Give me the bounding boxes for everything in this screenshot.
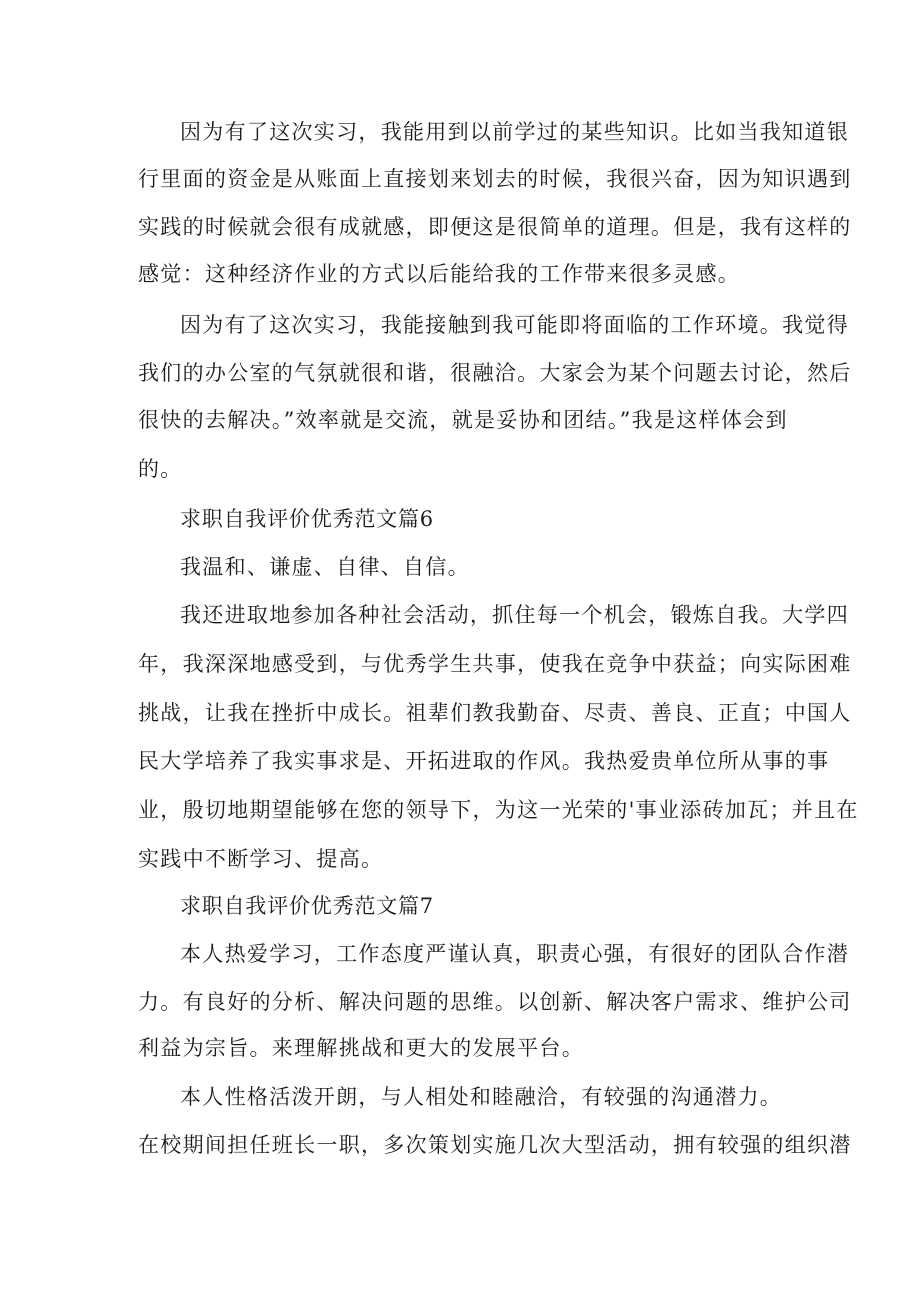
paragraph-line: 很快的去解决。”效率就是交流，就是妥协和团结。”我是这样体会到 xyxy=(138,408,788,432)
paragraph-line: 本人热爱学习，工作态度严谨认真，职责心强，有很好的团队合作潜 xyxy=(180,942,849,966)
section-heading: 求职自我评价优秀范文篇7 xyxy=(180,894,434,918)
paragraph-line: 因为有了这次实习，我能用到以前学过的某些知识。比如当我知道银 xyxy=(180,120,849,144)
paragraph-line: 行里面的资金是从账面上直接划来划去的时候，我很兴奋，因为知识遇到 xyxy=(138,167,852,191)
paragraph-line: 感觉：这种经济作业的方式以后能给我的工作带来很多灵感。 xyxy=(138,262,741,286)
paragraph-line: 在校期间担任班长一职，多次策划实施几次大型活动，拥有较强的组织潜 xyxy=(138,1133,852,1157)
paragraph-line: 挑战，让我在挫折中成长。祖辈们教我勤奋、尽责、善良、正直；中国人 xyxy=(138,701,852,725)
paragraph-line: 力。有良好的分析、解决问题的思维。以创新、解决客户需求、维护公司 xyxy=(138,990,852,1014)
paragraph-line: 实践的时候就会很有成就感，即便这是很简单的道理。但是，我有这样的 xyxy=(138,215,852,239)
paragraph-line: 的。 xyxy=(138,457,183,481)
paragraph-line: 业，殷切地期望能够在您的领导下，为这一光荣的'事业添砖加瓦；并且在 xyxy=(138,798,859,822)
paragraph-line: 本人性格活泼开朗，与人相处和睦融洽，有较强的沟通潜力。 xyxy=(180,1085,783,1109)
paragraph-line: 我温和、谦虚、自律、自信。 xyxy=(180,555,470,579)
paragraph-line: 我们的办公室的气氛就很和谐，很融洽。大家会为某个问题去讨论，然后 xyxy=(138,361,852,385)
paragraph-line: 因为有了这次实习，我能接触到我可能即将面临的工作环境。我觉得 xyxy=(180,313,849,337)
section-heading: 求职自我评价优秀范文篇6 xyxy=(180,507,434,531)
paragraph-line: 年，我深深地感受到，与优秀学生共事，使我在竞争中获益；向实际困难 xyxy=(138,652,852,676)
paragraph-line: 我还进取地参加各种社会活动，抓住每一个机会，锻炼自我。大学四 xyxy=(180,603,849,627)
paragraph-line: 民大学培养了我实事求是、开拓进取的作风。我热爱贵单位所从事的事 xyxy=(138,749,830,773)
paragraph-line: 利益为宗旨。来理解挑战和更大的发展平台。 xyxy=(138,1036,584,1060)
paragraph-line: 实践中不断学习、提高。 xyxy=(138,847,384,871)
